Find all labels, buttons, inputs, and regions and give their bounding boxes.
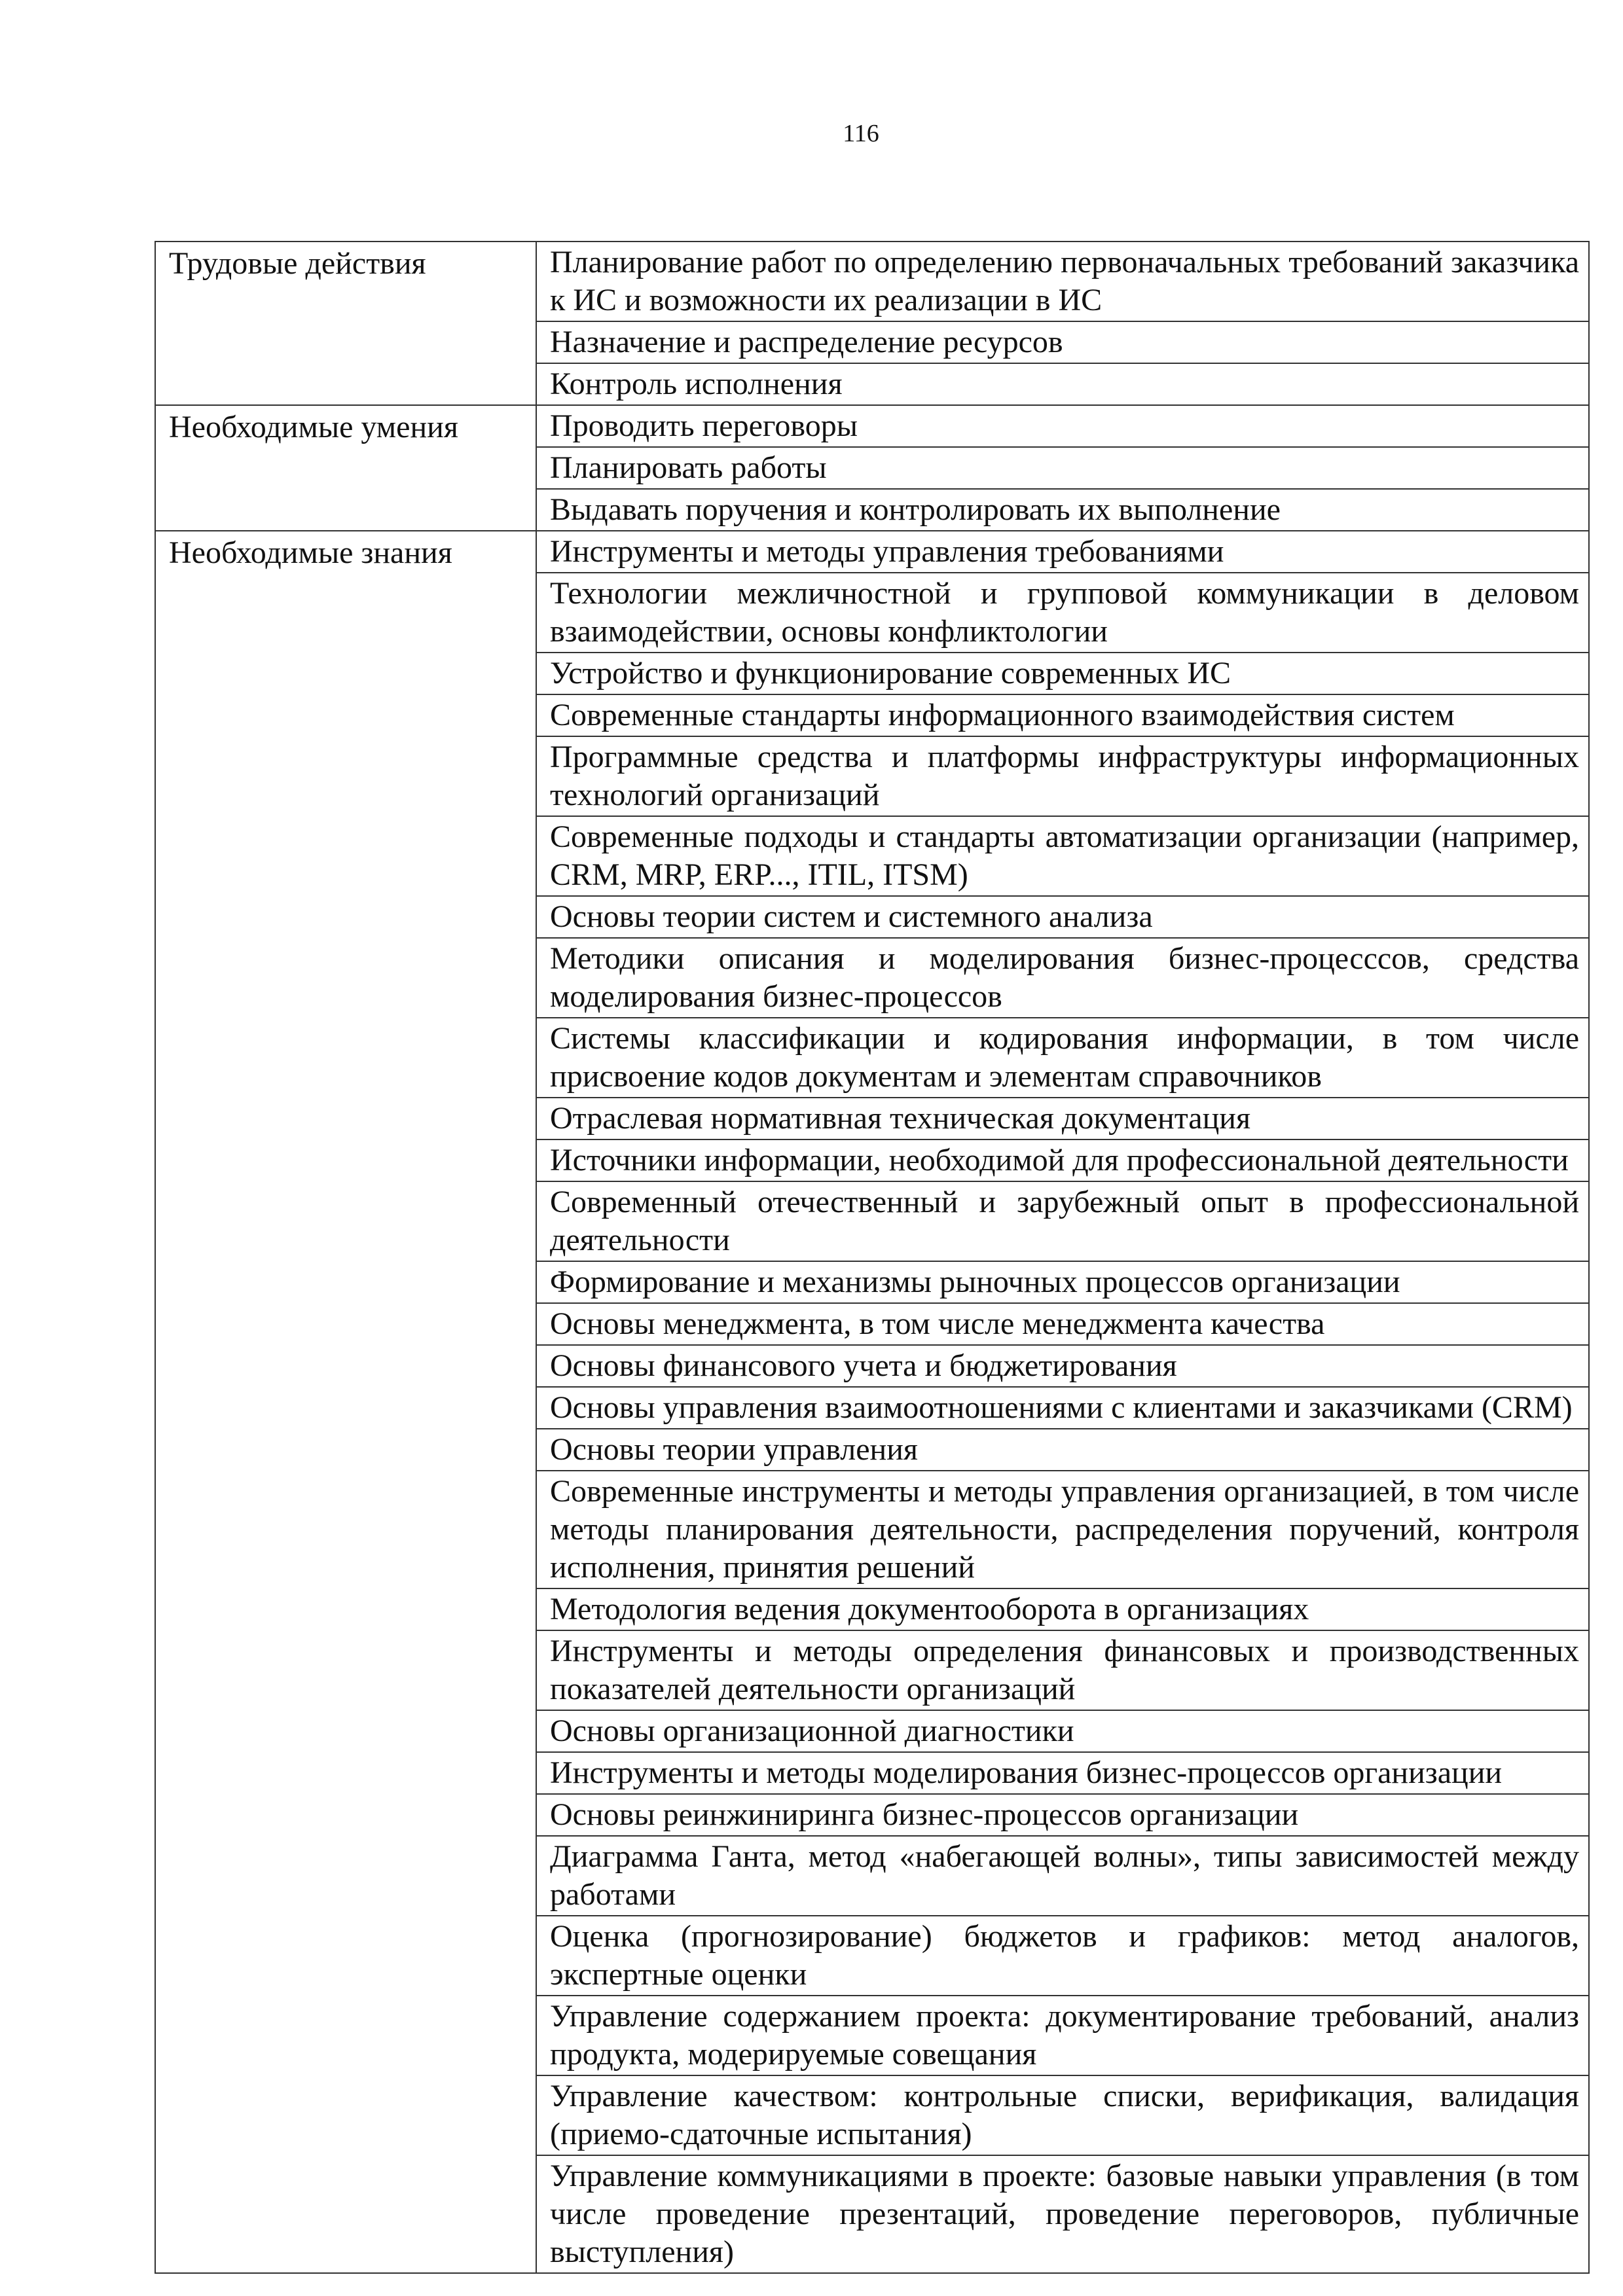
table-cell: Устройство и функционирование современных ИС: [536, 653, 1589, 694]
requirements-table: [155, 241, 1590, 2274]
table-cell: Основы организационной диагностики: [536, 1710, 1589, 1752]
table-row: [155, 405, 1589, 447]
table-cell: Источники информации, необходимой для профессиональной деятельности: [536, 1139, 1589, 1181]
table-cell: Выдавать поручения и контролировать их выполнение: [536, 489, 1589, 531]
table-cell: Современный отечественный и зарубежный опыт в профессиональной деятельности: [536, 1181, 1589, 1261]
table-cell: Инструменты и методы определения финансовых и производственных показателей деятельности организаций: [536, 1630, 1589, 1710]
table-cell: Планировать работы: [536, 447, 1589, 489]
table-cell: Методология ведения документооборота в организациях: [536, 1588, 1589, 1630]
table-cell: Формирование и механизмы рыночных процессов организации: [536, 1261, 1589, 1303]
table-cell: Основы реинжиниринга бизнес-процессов организации: [536, 1794, 1589, 1836]
table-cell: Контроль исполнения: [536, 363, 1589, 405]
table-cell: Инструменты и методы моделирования бизнес-процессов организации: [536, 1752, 1589, 1794]
table-cell: Оценка (прогнозирование) бюджетов и графиков: метод аналогов, экспертные оценки: [536, 1916, 1589, 1996]
table-cell: Современные инструменты и методы управления организацией, в том числе методы планирования деятельности, распределения поручений, контроля исполнения, принятия решений: [536, 1471, 1589, 1588]
table-cell: Современные стандарты информационного взаимодействия систем: [536, 694, 1589, 736]
table-cell: Системы классификации и кодирования информации, в том числе присвоение кодов документам и элементам справочников: [536, 1018, 1589, 1098]
table-cell: Основы финансового учета и бюджетирования: [536, 1345, 1589, 1387]
row-group-label: Необходимые знания: [155, 531, 536, 2273]
table-cell: Технологии межличностной и групповой коммуникации в деловом взаимодействии, основы конфликтологии: [536, 573, 1589, 653]
table-cell: Планирование работ по определению первоначальных требований заказчика к ИС и возможности их реализации в ИС: [536, 242, 1589, 321]
table-cell: Основы теории систем и системного анализа: [536, 896, 1589, 938]
row-group-label: Необходимые умения: [155, 405, 536, 531]
table-cell: Назначение и распределение ресурсов: [536, 321, 1589, 363]
table-cell: Основы теории управления: [536, 1429, 1589, 1471]
table-cell: Диаграмма Ганта, метод «набегающей волны», типы зависимостей между работами: [536, 1836, 1589, 1916]
table-cell: Программные средства и платформы инфраструктуры информационных технологий организаций: [536, 736, 1589, 816]
page-number: 116: [843, 120, 879, 147]
table-cell: Основы управления взаимоотношениями с клиентами и заказчиками (CRM): [536, 1387, 1589, 1429]
requirements-table-body: [155, 242, 1589, 2273]
table-cell: Управление содержанием проекта: документирование требований, анализ продукта, модерируемые совещания: [536, 1996, 1589, 2075]
table-row: [155, 531, 1589, 573]
table-cell: Современные подходы и стандарты автоматизации организации (например, CRM, MRP, ERP..., ITIL, ITSM): [536, 816, 1589, 896]
table-cell: Основы менеджмента, в том числе менеджмента качества: [536, 1303, 1589, 1345]
row-group-label: Трудовые действия: [155, 242, 536, 405]
table-cell: Методики описания и моделирования бизнес-процесссов, средства моделирования бизнес-процессов: [536, 938, 1589, 1018]
table-cell: Проводить переговоры: [536, 405, 1589, 447]
table-row: [155, 242, 1589, 321]
table-cell: Отраслевая нормативная техническая документация: [536, 1098, 1589, 1139]
table-cell: Управление качеством: контрольные списки, верификация, валидация (приемо-сдаточные испытания): [536, 2075, 1589, 2155]
table-cell: Инструменты и методы управления требованиями: [536, 531, 1589, 573]
table-cell: Управление коммуникациями в проекте: базовые навыки управления (в том числе проведение презентаций, проведение переговоров, публичные выступления): [536, 2155, 1589, 2273]
